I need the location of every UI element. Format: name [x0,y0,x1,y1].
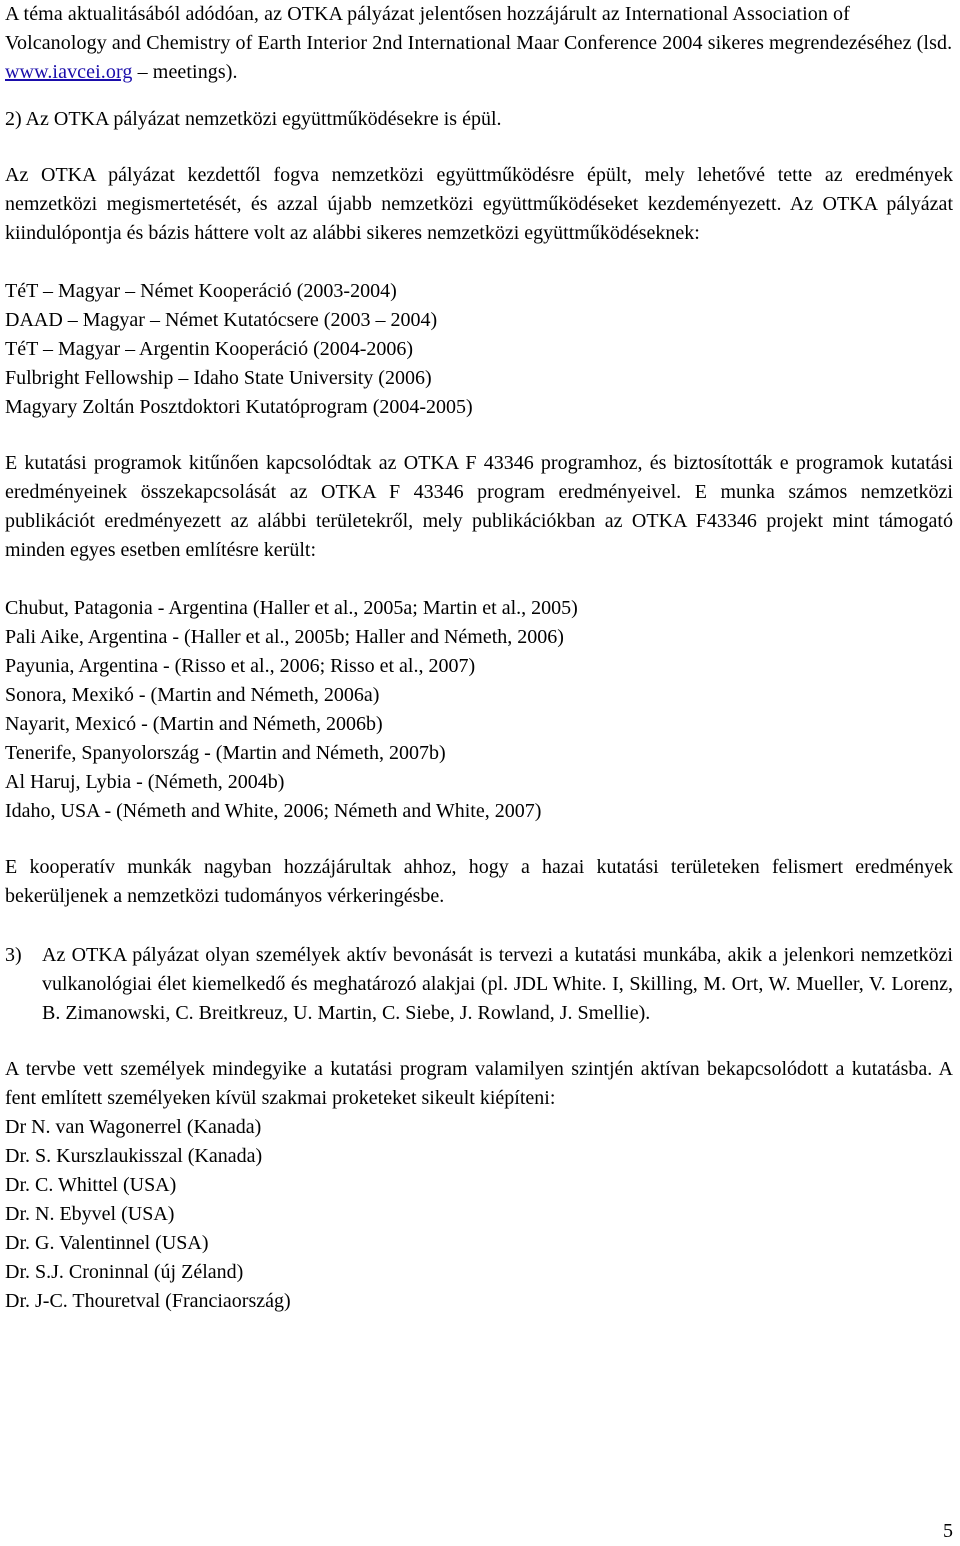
list-item: Fulbright Fellowship – Idaho State University (2006) [5,367,432,389]
collaboration-list [5,277,953,422]
list-item: Magyary Zoltán Posztdoktori Kutatóprogram (2004-2005) [5,396,473,418]
research-areas-list [5,594,953,826]
list-item: Nayarit, Mexicó - (Martin and Németh, 2006b) [5,713,383,735]
list-item: Dr. G. Valentinnel (USA) [5,1232,209,1254]
page-number: 5 [943,1520,953,1542]
section-heading-2: 2) Az OTKA pályázat nemzetközi együttműködésekre is épül. [5,108,502,130]
people-paragraph: A tervbe vett személyek mindegyike a kutatási program valamilyen szintjén aktívan bekapcsolódott a kutatásba. A fent említett személyeken kívül szakmai proketeket sikeult kiépíteni: [5,1058,953,1109]
document-page [5,0,953,1316]
list-item: Dr. S.J. Croninnal (új Zéland) [5,1261,244,1283]
item-3-text: Az OTKA pályázat olyan személyek aktív bevonását is tervezi a kutatási munkába, akik a jelenkori nemzetközi vulkanológiai élet kiemelkedő és meghatározó alakjai (pl. JDL White. I, Skilling, M. Ort, W. Mueller, V. Lorenz, B. Zimanowski, C. Breitkreuz, U. Martin, C. Siebe, J. Rowland, J. Smellie). [42,944,953,1024]
numbered-item-3 [5,941,953,1028]
item-number: 3) [5,944,22,966]
list-item: TéT – Magyar – Argentin Kooperáció (2004-2006) [5,338,414,360]
iavcei-link[interactable]: www.iavcei.org [5,61,133,83]
contacts-list [5,1113,953,1316]
list-item: Dr. S. Kurszlaukisszal (Kanada) [5,1145,263,1167]
list-item: Tenerife, Spanyolország - (Martin and Németh, 2007b) [5,742,446,764]
cooperation-paragraph: E kooperatív munkák nagyban hozzájárultak ahhoz, hogy a hazai kutatási területeken felismert eredmények bekerüljenek a nemzetközi tudományos vérkeringésbe. [5,856,953,907]
list-item: Al Haruj, Lybia - (Németh, 2004b) [5,771,285,793]
list-item: Dr. J-C. Thouretval (Franciaország) [5,1290,291,1312]
collaboration-paragraph: Az OTKA pályázat kezdettől fogva nemzetközi együttműködésre épült, mely lehetővé tette az eredmények nemzetközi megismertetését, és azzal újabb nemzetközi együttműködéseket kezdeményezett. Az OTKA pályázat kiindulópontja és bázis háttere volt az alábbi sikeres nemzetközi együttműködéseknek: [5,164,953,244]
list-item: DAAD – Magyar – Német Kutatócsere (2003 – 2004) [5,309,438,331]
list-item: Payunia, Argentina - (Risso et al., 2006; Risso et al., 2007) [5,655,476,677]
list-item: Idaho, USA - (Németh and White, 2006; Németh and White, 2007) [5,800,542,822]
list-item: Sonora, Mexikó - (Martin and Németh, 2006a) [5,684,380,706]
list-item: Pali Aike, Argentina - (Haller et al., 2005b; Haller and Németh, 2006) [5,626,564,648]
list-item: TéT – Magyar – Német Kooperáció (2003-2004) [5,280,397,302]
intro-text-end: – meetings). [132,61,238,83]
intro-text: A téma aktualitásából adódóan, az OTKA pályázat jelentősen hozzájárult az International Association of Volcanology and Chemistry of Earth Interior 2nd International Maar Conference 2004 sikeres megrendezéséhez (lsd. [5,3,953,54]
research-paragraph: E kutatási programok kitűnően kapcsolódtak az OTKA F 43346 programhoz, és biztosították e programok kutatási eredményeinek összekapcsolását az OTKA F 43346 program eredményeivel. E munka számos nemzetközi publikációt eredményezett az alábbi területekről, mely publikációkban az OTKA F43346 projekt mint támogató minden egyes esetben említésre került: [5,452,953,561]
intro-paragraph [5,0,953,87]
list-item: Chubut, Patagonia - Argentina (Haller et al., 2005a; Martin et al., 2005) [5,597,578,619]
list-item: Dr. N. Ebyvel (USA) [5,1203,175,1225]
list-item: Dr N. van Wagonerrel (Kanada) [5,1116,262,1138]
list-item: Dr. C. Whittel (USA) [5,1174,177,1196]
